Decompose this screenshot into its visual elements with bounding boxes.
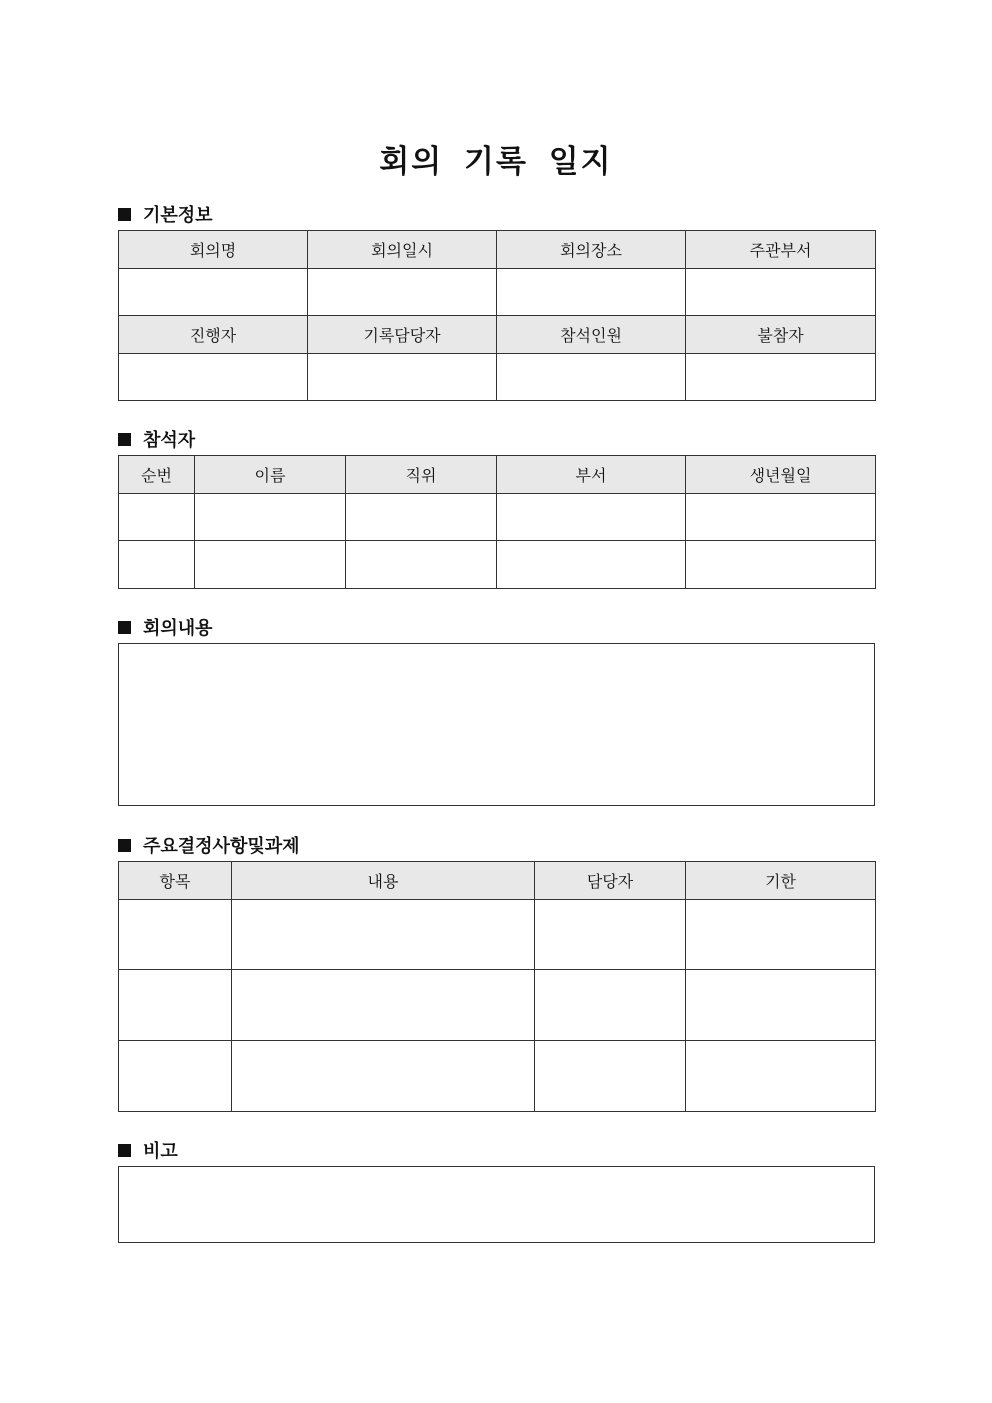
birthdate-field[interactable] — [686, 541, 876, 589]
content-field[interactable] — [232, 900, 535, 970]
section-heading-label: 회의내용 — [143, 618, 213, 639]
recorder-field[interactable] — [308, 354, 497, 401]
header-cell-meeting-name: 회의명 — [119, 231, 308, 269]
table-row — [119, 1041, 876, 1112]
section-heading-decisions — [118, 833, 300, 857]
position-field[interactable] — [346, 541, 497, 589]
table-row — [119, 970, 876, 1041]
assignee-field[interactable] — [535, 1041, 686, 1112]
meeting-name-field[interactable] — [119, 269, 308, 316]
name-field[interactable] — [195, 541, 346, 589]
item-field[interactable] — [119, 1041, 232, 1112]
table-row — [119, 900, 876, 970]
decisions-table — [118, 861, 876, 1112]
assignee-field[interactable] — [535, 900, 686, 970]
header-cell-recorder: 기록담당자 — [308, 316, 497, 354]
header-cell-meeting-place: 회의장소 — [497, 231, 686, 269]
section-heading-label: 참석자 — [143, 430, 196, 451]
section-heading-label: 주요결정사항및과제 — [143, 836, 300, 857]
header-cell-birthdate: 생년월일 — [686, 456, 876, 494]
facilitator-field[interactable] — [119, 354, 308, 401]
section-heading-meeting-content — [118, 615, 213, 639]
department-field[interactable] — [497, 541, 686, 589]
content-field[interactable] — [232, 1041, 535, 1112]
basic-info-table — [118, 230, 876, 401]
input-row — [119, 269, 876, 316]
department-field[interactable] — [497, 494, 686, 541]
square-bullet-icon — [118, 839, 131, 852]
header-cell-facilitator: 진행자 — [119, 316, 308, 354]
position-field[interactable] — [346, 494, 497, 541]
header-cell-content: 내용 — [232, 862, 535, 900]
header-row — [119, 456, 876, 494]
square-bullet-icon — [118, 621, 131, 634]
meeting-content-field[interactable] — [118, 643, 875, 806]
content-field[interactable] — [232, 970, 535, 1041]
number-field[interactable] — [119, 541, 195, 589]
square-bullet-icon — [118, 433, 131, 446]
page-title: 회의 기록 일지 — [379, 144, 613, 180]
header-cell-absentees: 불참자 — [686, 316, 876, 354]
table-row — [119, 494, 876, 541]
square-bullet-icon — [118, 208, 131, 221]
remarks-field[interactable] — [118, 1166, 875, 1243]
assignee-field[interactable] — [535, 970, 686, 1041]
deadline-field[interactable] — [686, 900, 876, 970]
birthdate-field[interactable] — [686, 494, 876, 541]
header-cell-assignee: 담당자 — [535, 862, 686, 900]
absentees-field[interactable] — [686, 354, 876, 401]
input-row — [119, 354, 876, 401]
section-heading-attendees — [118, 427, 195, 451]
number-field[interactable] — [119, 494, 195, 541]
item-field[interactable] — [119, 970, 232, 1041]
table-row — [119, 541, 876, 589]
header-cell-meeting-datetime: 회의일시 — [308, 231, 497, 269]
section-heading-remarks — [118, 1138, 178, 1162]
meeting-datetime-field[interactable] — [308, 269, 497, 316]
name-field[interactable] — [195, 494, 346, 541]
attendee-count-field[interactable] — [497, 354, 686, 401]
header-row — [119, 231, 876, 269]
header-cell-item: 항목 — [119, 862, 232, 900]
host-department-field[interactable] — [686, 269, 876, 316]
section-heading-label: 기본정보 — [143, 205, 213, 226]
meeting-place-field[interactable] — [497, 269, 686, 316]
header-cell-host-department: 주관부서 — [686, 231, 876, 269]
deadline-field[interactable] — [686, 1041, 876, 1112]
item-field[interactable] — [119, 900, 232, 970]
header-cell-department: 부서 — [497, 456, 686, 494]
section-heading-basic-info — [118, 202, 213, 226]
header-cell-deadline: 기한 — [686, 862, 876, 900]
header-row — [119, 316, 876, 354]
header-row — [119, 862, 876, 900]
square-bullet-icon — [118, 1144, 131, 1157]
header-cell-number: 순번 — [119, 456, 195, 494]
header-cell-attendee-count: 참석인원 — [497, 316, 686, 354]
attendees-table — [118, 455, 876, 589]
header-cell-name: 이름 — [195, 456, 346, 494]
header-cell-position: 직위 — [346, 456, 497, 494]
section-heading-label: 비고 — [143, 1141, 178, 1162]
deadline-field[interactable] — [686, 970, 876, 1041]
